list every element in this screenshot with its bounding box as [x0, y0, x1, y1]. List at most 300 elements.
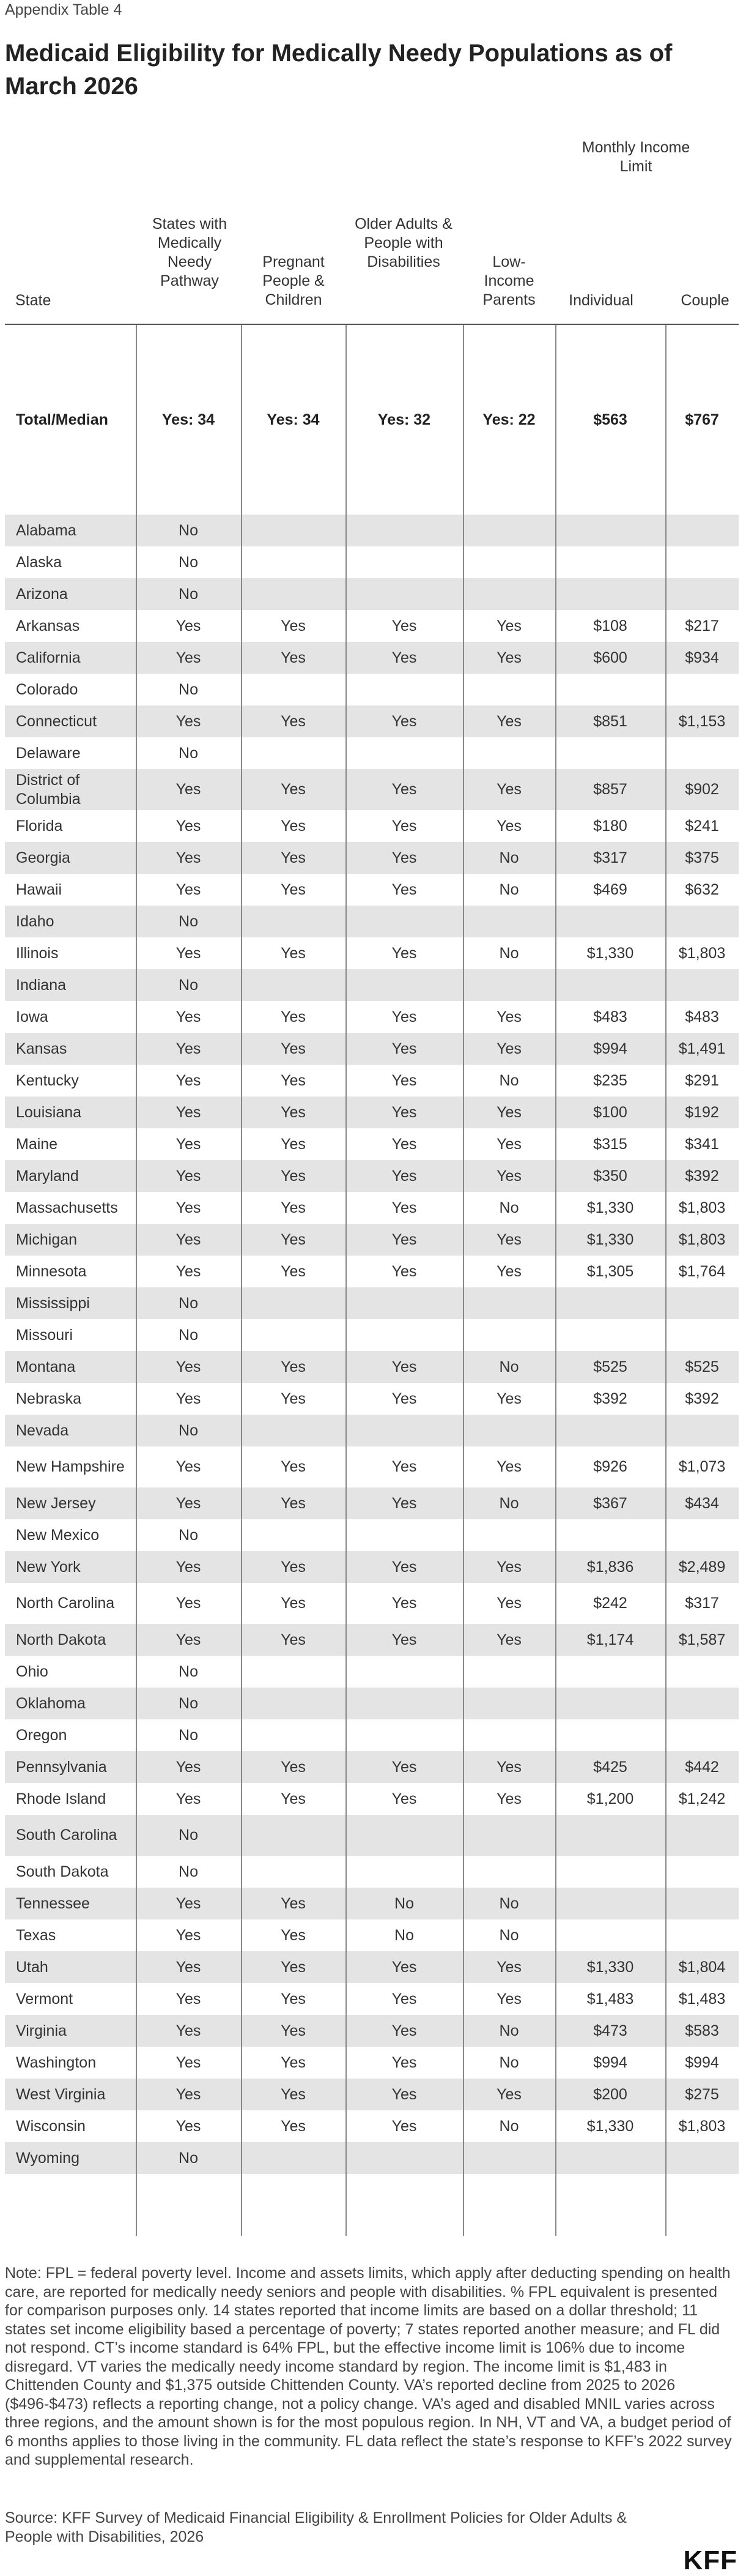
table-row — [5, 1001, 739, 1033]
cell-couple-limit — [665, 1415, 739, 1446]
cell-state-name: Vermont — [16, 1990, 73, 2008]
cell-pregnant-children: Yes — [281, 880, 306, 898]
cell-individual-limit: $100 — [555, 1096, 665, 1128]
cell-pregnant-children: Yes — [241, 1351, 345, 1383]
cell-individual-limit — [555, 1719, 665, 1751]
cell-low-income-parents: No — [463, 2015, 555, 2047]
cell-pathway: Yes — [175, 1071, 201, 1089]
cell-pregnant-children — [241, 1856, 345, 1888]
cell-state-name: South Dakota — [16, 1863, 109, 1880]
cell-state-name: Arkansas — [16, 617, 80, 635]
cell-individual-limit — [555, 578, 665, 610]
cell-state-name: Washington — [16, 2053, 97, 2071]
cell-older-adults-disabilities: Yes — [391, 1390, 417, 1407]
cell-pathway: No — [136, 1287, 241, 1319]
cell-low-income-parents: Yes — [463, 769, 555, 810]
cell-pregnant-children: Yes — [281, 1458, 306, 1475]
cell-state-name: Minnesota — [16, 1262, 87, 1280]
cell-state-name: Connecticut — [5, 705, 136, 737]
cell-individual-limit — [555, 1415, 665, 1446]
cell-pathway: Yes — [136, 705, 241, 737]
cell-individual-limit: $180 — [593, 817, 627, 835]
table-row — [5, 1256, 739, 1287]
cell-low-income-parents: Yes — [497, 817, 522, 835]
col-header-state: State — [15, 292, 51, 309]
total-label: Total/Median — [16, 411, 108, 428]
cell-individual-limit: $994 — [593, 2053, 627, 2071]
table-row — [5, 1415, 739, 1446]
cell-couple-limit — [665, 737, 739, 769]
cell-pathway: Yes — [136, 769, 241, 810]
cell-individual-limit: $1,330 — [586, 1199, 634, 1216]
cell-pathway: No — [136, 515, 241, 546]
column-divider — [136, 325, 137, 2236]
cell-state-name: California — [5, 642, 136, 674]
cell-couple-limit: $1,804 — [665, 1951, 739, 1983]
cell-state-name: South Carolina — [5, 1815, 136, 1856]
cell-state-name: New Jersey — [5, 1487, 136, 1519]
column-divider — [555, 325, 556, 2236]
table-row — [5, 1656, 739, 1688]
cell-pathway: Yes — [175, 2053, 201, 2071]
cell-pregnant-children: Yes — [241, 1033, 345, 1065]
cell-low-income-parents: Yes — [463, 1551, 555, 1583]
cell-individual-limit: $525 — [555, 1351, 665, 1383]
cell-pathway: Yes — [175, 1458, 201, 1475]
col-header-pregnant-children: Pregnant People & Children — [262, 253, 325, 308]
cell-pathway: Yes — [175, 817, 201, 835]
cell-state-name: Tennessee — [5, 1888, 136, 1919]
cell-older-adults-disabilities: Yes — [391, 944, 417, 962]
col-header-low-income-parents: Low-Income Parents — [482, 253, 536, 308]
cell-state-name: Virginia — [5, 2015, 136, 2047]
cell-pathway: Yes — [175, 1199, 201, 1216]
cell-couple-limit — [665, 1888, 739, 1919]
cell-low-income-parents: No — [499, 2053, 519, 2071]
cell-low-income-parents: Yes — [463, 1751, 555, 1783]
cell-low-income-parents: Yes — [463, 1951, 555, 1983]
table-row — [5, 1983, 739, 2015]
cell-pregnant-children: Yes — [241, 1160, 345, 1192]
cell-pregnant-children: Yes — [241, 705, 345, 737]
col-header-older-adults-disabilities: Older Adults & People with Disabilities — [355, 215, 452, 270]
cell-individual-limit: $994 — [555, 1033, 665, 1065]
cell-older-adults-disabilities — [345, 1656, 463, 1688]
cell-low-income-parents — [463, 1815, 555, 1856]
column-divider — [463, 325, 464, 2236]
cell-individual-limit: $392 — [593, 1390, 627, 1407]
cell-low-income-parents: No — [463, 1487, 555, 1519]
cell-older-adults-disabilities — [345, 578, 463, 610]
cell-older-adults-disabilities: Yes — [391, 1458, 417, 1475]
eligibility-table — [5, 325, 739, 2174]
cell-pregnant-children — [241, 737, 345, 769]
cell-older-adults-disabilities — [345, 737, 463, 769]
cell-state-name: West Virginia — [5, 2079, 136, 2110]
cell-low-income-parents — [463, 578, 555, 610]
cell-couple-limit — [665, 674, 739, 705]
cell-pathway: Yes — [175, 2117, 201, 2135]
cell-couple-limit: $341 — [685, 1135, 719, 1153]
cell-older-adults-disabilities — [345, 1856, 463, 1888]
cell-pathway: Yes — [175, 1990, 201, 2008]
cell-older-adults-disabilities — [345, 515, 463, 546]
cell-low-income-parents: Yes — [497, 1595, 522, 1612]
cell-older-adults-disabilities — [345, 1415, 463, 1446]
cell-couple-limit — [665, 2142, 739, 2174]
cell-individual-limit — [555, 1856, 665, 1888]
table-note: Note: FPL = federal poverty level. Income and assets limits, which apply after deducting spending on health care, are reported for medically needy seniors and people with disabilities. % FPL equivalent is presented for comparison purposes only. 14 states reported that income limits are based on a dollar threshold; 11 states set income eligibility based a percentage of poverty; 7 states reported another measure; and FL did not respond. CT’s income standard is 64% FPL, but the effective income limit is 106% due to income disregard. VT varies the medically needy income standard by region. The income limit is $1,483 in Chittenden County and $1,375 outside Chittenden County. VA’s reported decline from 2025 to 2026 ($496-$473) reflects a reporting change, not a policy change. VA’s aged and disabled MNIL varies across three regions, and the amount shown is for the most populous region. In NH, VT and VA, a budget period of 6 months applies to those living in the community. FL data reflect the state’s response to KFF’s 2022 survey and supplemental research. — [5, 2265, 732, 2468]
cell-individual-limit: $108 — [593, 617, 627, 635]
cell-individual-limit: $1,483 — [586, 1990, 634, 2008]
cell-couple-limit: $1,153 — [665, 705, 739, 737]
cell-pregnant-children — [241, 906, 345, 937]
cell-pregnant-children: Yes — [241, 642, 345, 674]
cell-older-adults-disabilities: Yes — [345, 769, 463, 810]
cell-older-adults-disabilities: Yes — [345, 1160, 463, 1192]
cell-state-name: Iowa — [16, 1008, 48, 1026]
cell-low-income-parents — [463, 674, 555, 705]
cell-older-adults-disabilities: Yes — [345, 1487, 463, 1519]
cell-older-adults-disabilities: Yes — [391, 817, 417, 835]
cell-state-name: Nebraska — [16, 1390, 81, 1407]
cell-state-name: New York — [5, 1551, 136, 1583]
cell-state-name: Texas — [16, 1926, 56, 1944]
table-row — [5, 1446, 739, 1487]
cell-low-income-parents — [463, 2142, 555, 2174]
cell-pathway: Yes — [175, 1262, 201, 1280]
table-row — [5, 1319, 739, 1351]
column-divider — [241, 325, 242, 2236]
cell-state-name: New Hampshire — [16, 1458, 125, 1475]
cell-individual-limit: $425 — [555, 1751, 665, 1783]
table-row — [5, 1583, 739, 1624]
cell-state-name: Pennsylvania — [5, 1751, 136, 1783]
table-row — [5, 906, 739, 937]
cell-pregnant-children — [241, 674, 345, 705]
cell-older-adults-disabilities: Yes — [391, 617, 417, 635]
cell-pregnant-children: Yes — [241, 1224, 345, 1256]
cell-older-adults-disabilities — [345, 969, 463, 1001]
cell-older-adults-disabilities: Yes — [391, 1990, 417, 2008]
cell-state-name: Maryland — [5, 1160, 136, 1192]
cell-pregnant-children — [241, 1415, 345, 1446]
cell-pathway: No — [136, 2142, 241, 2174]
cell-couple-limit — [665, 1919, 739, 1951]
cell-pathway: No — [179, 1726, 198, 1744]
cell-couple-limit: $275 — [665, 2079, 739, 2110]
cell-pregnant-children — [241, 969, 345, 1001]
table-row — [5, 674, 739, 705]
cell-pregnant-children — [241, 1287, 345, 1319]
cell-pregnant-children: Yes — [281, 1790, 306, 1807]
cell-pathway: No — [136, 1415, 241, 1446]
cell-couple-limit: $1,803 — [678, 1199, 726, 1216]
cell-state-name: Massachusetts — [16, 1199, 118, 1216]
cell-older-adults-disabilities — [345, 1319, 463, 1351]
cell-couple-limit: $934 — [665, 642, 739, 674]
cell-couple-limit: $1,803 — [678, 944, 726, 962]
cell-state-name: Kentucky — [16, 1071, 79, 1089]
cell-older-adults-disabilities: Yes — [391, 2053, 417, 2071]
cell-pathway: Yes — [175, 1595, 201, 1612]
cell-couple-limit: $583 — [665, 2015, 739, 2047]
cell-older-adults-disabilities: Yes — [345, 1751, 463, 1783]
cell-individual-limit: $1,200 — [586, 1790, 634, 1807]
table-row — [5, 769, 739, 810]
cell-couple-limit — [665, 1319, 739, 1351]
cell-individual-limit: $1,330 — [555, 1951, 665, 1983]
cell-pregnant-children: Yes — [281, 1595, 306, 1612]
cell-individual-limit: $1,330 — [555, 1224, 665, 1256]
table-body — [5, 325, 739, 2174]
cell-individual-limit: $1,174 — [555, 1624, 665, 1656]
page-title: Medicaid Eligibility for Medically Needy Populations as of March 2026 — [5, 40, 673, 100]
cell-low-income-parents — [463, 1719, 555, 1751]
table-row — [5, 1856, 739, 1888]
cell-older-adults-disabilities: Yes — [345, 1096, 463, 1128]
cell-pregnant-children — [241, 546, 345, 578]
cell-pathway: No — [136, 1688, 241, 1719]
total-older-adults: Yes: 32 — [377, 411, 431, 428]
cell-older-adults-disabilities: Yes — [345, 842, 463, 874]
cell-couple-limit: $375 — [665, 842, 739, 874]
cell-low-income-parents: No — [499, 880, 519, 898]
cell-couple-limit: $1,803 — [678, 2117, 726, 2135]
cell-pathway: Yes — [136, 1033, 241, 1065]
table-row — [5, 1033, 739, 1065]
table-row — [5, 2079, 739, 2110]
cell-pathway: Yes — [136, 1096, 241, 1128]
cell-pathway: No — [179, 1526, 198, 1544]
cell-low-income-parents — [463, 969, 555, 1001]
cell-state-name: Illinois — [16, 944, 59, 962]
cell-older-adults-disabilities: Yes — [345, 1033, 463, 1065]
cell-older-adults-disabilities: Yes — [345, 2079, 463, 2110]
cell-older-adults-disabilities: No — [345, 1888, 463, 1919]
cell-low-income-parents: Yes — [497, 1008, 522, 1026]
cell-state-name: Idaho — [5, 906, 136, 937]
cell-low-income-parents — [463, 737, 555, 769]
cell-state-name: Missouri — [16, 1326, 73, 1344]
cell-couple-limit: $1,073 — [678, 1458, 726, 1475]
table-row — [5, 642, 739, 674]
cell-state-name: Utah — [5, 1951, 136, 1983]
cell-pregnant-children — [241, 1719, 345, 1751]
cell-couple-limit — [665, 1856, 739, 1888]
cell-older-adults-disabilities — [345, 1287, 463, 1319]
cell-individual-limit: $483 — [593, 1008, 627, 1026]
cell-low-income-parents: Yes — [497, 1990, 522, 2008]
cell-low-income-parents: No — [499, 2117, 519, 2135]
cell-pathway: No — [136, 1815, 241, 1856]
cell-low-income-parents: Yes — [497, 1458, 522, 1475]
cell-state-name: North Dakota — [5, 1624, 136, 1656]
cell-low-income-parents — [463, 1519, 555, 1551]
cell-pathway: Yes — [136, 1351, 241, 1383]
cell-pregnant-children: Yes — [241, 1487, 345, 1519]
cell-low-income-parents — [463, 906, 555, 937]
cell-low-income-parents: Yes — [497, 1390, 522, 1407]
cell-state-name: District of Columbia — [5, 769, 136, 810]
cell-couple-limit — [665, 1815, 739, 1856]
cell-pregnant-children: Yes — [241, 1751, 345, 1783]
cell-older-adults-disabilities: Yes — [345, 1351, 463, 1383]
table-row — [5, 1192, 739, 1224]
cell-couple-limit: $1,764 — [678, 1262, 726, 1280]
total-pathway: Yes: 34 — [161, 411, 215, 428]
cell-state-name: Kansas — [5, 1033, 136, 1065]
cell-pathway: Yes — [136, 1751, 241, 1783]
table-row — [5, 1065, 739, 1096]
cell-couple-limit: $392 — [665, 1160, 739, 1192]
table-row — [5, 1519, 739, 1551]
cell-state-name: Wyoming — [5, 2142, 136, 2174]
cell-pregnant-children: Yes — [281, 1926, 306, 1944]
cell-couple-limit: $1,587 — [665, 1624, 739, 1656]
table-row — [5, 1719, 739, 1751]
total-couple: $767 — [685, 411, 719, 428]
cell-individual-limit: $235 — [593, 1071, 627, 1089]
cell-pregnant-children: Yes — [241, 1888, 345, 1919]
cell-pregnant-children — [241, 1688, 345, 1719]
cell-couple-limit — [665, 969, 739, 1001]
cell-couple-limit: $192 — [665, 1096, 739, 1128]
cell-pathway: No — [179, 1662, 198, 1680]
cell-pregnant-children: Yes — [281, 1008, 306, 1026]
col-header-individual: Individual — [569, 292, 633, 309]
cell-pregnant-children: Yes — [241, 1096, 345, 1128]
cell-individual-limit — [555, 969, 665, 1001]
cell-state-name: Alaska — [16, 553, 62, 571]
cell-low-income-parents — [463, 1319, 555, 1351]
cell-state-name: Montana — [5, 1351, 136, 1383]
cell-older-adults-disabilities: Yes — [391, 1262, 417, 1280]
cell-low-income-parents — [463, 1688, 555, 1719]
cell-couple-limit: $1,483 — [678, 1990, 726, 2008]
table-row — [5, 1160, 739, 1192]
cell-low-income-parents — [463, 1656, 555, 1688]
cell-state-name: Maine — [16, 1135, 58, 1153]
table-row — [5, 810, 739, 842]
cell-state-name: Arizona — [5, 578, 136, 610]
cell-pathway: Yes — [175, 617, 201, 635]
cell-individual-limit: $317 — [555, 842, 665, 874]
cell-individual-limit — [555, 1319, 665, 1351]
cell-couple-limit — [665, 546, 739, 578]
cell-pregnant-children: Yes — [281, 2117, 306, 2135]
table-source: Source: KFF Survey of Medicaid Financial Eligibility & Enrollment Policies for Older Adults & People with Disabilities, 2026 — [5, 2509, 627, 2545]
cell-pregnant-children: Yes — [241, 1551, 345, 1583]
cell-low-income-parents — [463, 1287, 555, 1319]
cell-pathway: Yes — [136, 2015, 241, 2047]
cell-couple-limit — [665, 1287, 739, 1319]
cell-couple-limit — [665, 578, 739, 610]
cell-older-adults-disabilities: No — [394, 1926, 414, 1944]
cell-state-name: Florida — [16, 817, 63, 835]
cell-couple-limit: $317 — [685, 1595, 719, 1612]
cell-low-income-parents: No — [463, 1888, 555, 1919]
cell-pregnant-children: Yes — [281, 1071, 306, 1089]
cell-couple-limit — [665, 1688, 739, 1719]
cell-individual-limit — [555, 737, 665, 769]
cell-individual-limit — [555, 674, 665, 705]
cell-older-adults-disabilities: Yes — [345, 1224, 463, 1256]
cell-couple-limit — [665, 1656, 739, 1688]
cell-pregnant-children — [241, 515, 345, 546]
cell-state-name: Michigan — [5, 1224, 136, 1256]
cell-individual-limit — [555, 1815, 665, 1856]
cell-pathway: Yes — [136, 2079, 241, 2110]
cell-pathway: Yes — [136, 1160, 241, 1192]
cell-couple-limit: $994 — [685, 2053, 719, 2071]
group-header-monthly-income: Monthly Income Limit — [582, 139, 690, 175]
cell-couple-limit: $241 — [685, 817, 719, 835]
table-row — [5, 1919, 739, 1951]
cell-low-income-parents: No — [499, 1199, 519, 1216]
cell-pregnant-children — [241, 1656, 345, 1688]
table-row — [5, 2015, 739, 2047]
cell-older-adults-disabilities — [345, 1519, 463, 1551]
cell-older-adults-disabilities — [345, 1815, 463, 1856]
column-divider — [665, 325, 667, 2236]
appendix-label: Appendix Table 4 — [5, 1, 122, 18]
cell-pathway: No — [179, 553, 198, 571]
cell-pregnant-children: Yes — [281, 1135, 306, 1153]
cell-pathway: Yes — [175, 1390, 201, 1407]
cell-couple-limit: $525 — [665, 1351, 739, 1383]
cell-older-adults-disabilities — [345, 546, 463, 578]
cell-pathway: No — [179, 744, 198, 762]
cell-pathway: Yes — [175, 1790, 201, 1807]
table-row — [5, 1551, 739, 1583]
cell-individual-limit — [555, 1287, 665, 1319]
cell-older-adults-disabilities: Yes — [345, 642, 463, 674]
cell-individual-limit: $1,836 — [555, 1551, 665, 1583]
cell-state-name: New Mexico — [16, 1526, 100, 1544]
cell-pregnant-children: Yes — [241, 2015, 345, 2047]
table-row — [5, 937, 739, 969]
cell-state-name: Delaware — [16, 744, 81, 762]
cell-pathway: No — [179, 680, 198, 698]
cell-pregnant-children: Yes — [281, 817, 306, 835]
table-row — [5, 737, 739, 769]
table-row — [5, 1888, 739, 1919]
table-row — [5, 1487, 739, 1519]
col-header-pathway: States with Medically Needy Pathway — [152, 215, 227, 289]
cell-pregnant-children — [241, 2142, 345, 2174]
cell-older-adults-disabilities — [345, 674, 463, 705]
cell-low-income-parents: Yes — [497, 617, 522, 635]
cell-couple-limit: $632 — [685, 880, 719, 898]
cell-older-adults-disabilities — [345, 2142, 463, 2174]
total-row — [5, 325, 739, 515]
cell-couple-limit: $1,242 — [678, 1790, 726, 1807]
cell-couple-limit: $2,489 — [665, 1551, 739, 1583]
cell-older-adults-disabilities: Yes — [391, 1135, 417, 1153]
table-row — [5, 610, 739, 642]
cell-couple-limit: $442 — [665, 1751, 739, 1783]
table-row — [5, 1815, 739, 1856]
cell-pathway: Yes — [175, 1008, 201, 1026]
cell-couple-limit — [665, 1519, 739, 1551]
table-row — [5, 705, 739, 737]
table-row — [5, 2142, 739, 2174]
cell-state-name: Nevada — [5, 1415, 136, 1446]
cell-pregnant-children: Yes — [281, 1390, 306, 1407]
cell-individual-limit — [555, 2142, 665, 2174]
cell-state-name: Mississippi — [5, 1287, 136, 1319]
